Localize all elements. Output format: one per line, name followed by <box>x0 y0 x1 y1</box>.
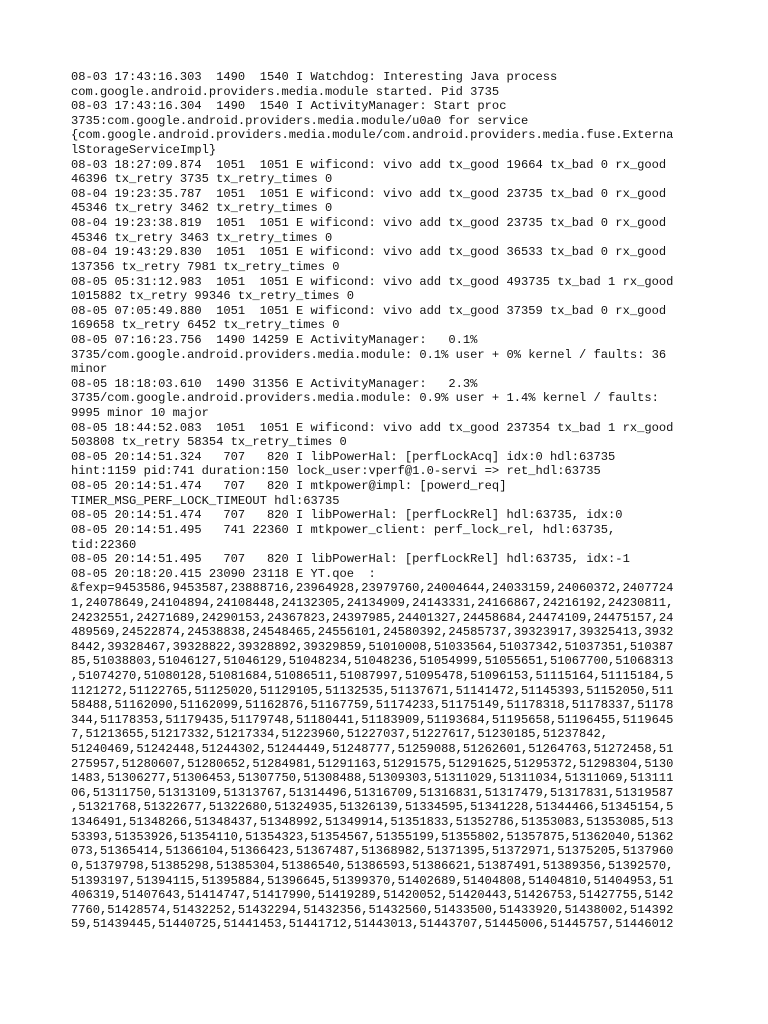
log-line: 406319,51407643,51414747,51417990,51419289,51420052,51420443,51426753,51427755,5142 <box>71 888 674 903</box>
log-line: hint:1159 pid:741 duration:150 lock_user:vperf@1.0-servi => ret_hdl:63735 <box>71 464 601 479</box>
log-line: 137356 tx_retry 7981 tx_retry_times 0 <box>71 259 340 274</box>
log-line: com.google.android.providers.media.module started. Pid 3735 <box>71 84 500 99</box>
log-line: 08-05 18:18:03.610 1490 31356 E ActivityManager: 2.3% <box>71 376 478 391</box>
log-line: 46396 tx_retry 3735 tx_retry_times 0 <box>71 172 333 187</box>
log-line: 08-05 07:16:23.756 1490 14259 E ActivityManager: 0.1% <box>71 332 478 347</box>
log-document <box>71 70 703 932</box>
log-line: 1121272,51122765,51125020,51129105,51132535,51137671,51141472,51145393,51152050,511 <box>71 683 674 698</box>
log-line: 08-04 19:23:38.819 1051 1051 E wificond: vivo add tx_good 23735 tx_bad 0 rx_good <box>71 216 667 231</box>
log-line: 08-05 20:14:51.495 707 820 I libPowerHal: [perfLockRel] hdl:63735, idx:-1 <box>71 552 630 567</box>
log-line: 24232551,24271689,24290153,24367823,24397985,24401327,24458684,24474109,24475157,24 <box>71 610 674 625</box>
log-line: 85,51038803,51046127,51046129,51048234,51048236,51054999,51055651,51067700,51068313 <box>71 654 674 669</box>
log-line: 45346 tx_retry 3463 tx_retry_times 0 <box>71 230 333 245</box>
log-line: minor <box>71 362 108 377</box>
log-line: tid:22360 <box>71 537 137 552</box>
log-line: 503808 tx_retry 58354 tx_retry_times 0 <box>71 435 347 450</box>
log-line: 7760,51428574,51432252,51432294,51432356,51432560,51433500,51433920,51438002,514392 <box>71 902 674 917</box>
log-line: 3735/com.google.android.providers.media.module: 0.9% user + 1.4% kernel / faults: <box>71 391 659 406</box>
log-line: 06,51311750,51313109,51313767,51314496,51316709,51316831,51317479,51317831,51319587 <box>71 785 674 800</box>
log-line: 1483,51306277,51306453,51307750,51308488,51309303,51311029,51311034,51311069,513111 <box>71 771 674 786</box>
log-line: 8442,39328467,39328822,39328892,39329859,51010008,51033564,51037342,51037351,510387 <box>71 639 674 654</box>
log-line: 08-05 20:14:51.474 707 820 I libPowerHal: [perfLockRel] hdl:63735, idx:0 <box>71 508 623 523</box>
log-line: 3735:com.google.android.providers.media.module/u0a0 for service <box>71 113 529 128</box>
log-line: 53393,51353926,51354110,51354323,51354567,51355199,51355802,51357875,51362040,51362 <box>71 829 674 844</box>
log-line: 08-05 18:44:52.083 1051 1051 E wificond: vivo add tx_good 237354 tx_bad 1 rx_good <box>71 420 674 435</box>
log-line: 51240469,51242448,51244302,51244449,51248777,51259088,51262601,51264763,51272458,51 <box>71 742 674 757</box>
log-line: 08-05 20:14:51.324 707 820 I libPowerHal: [perfLockAcq] idx:0 hdl:63735 <box>71 449 616 464</box>
log-line: 0,51379798,51385298,51385304,51386540,51386593,51386621,51387491,51389356,51392570, <box>71 858 674 873</box>
log-line: &fexp=9453586,9453587,23888716,23964928,23979760,24004644,24033159,24060372,2407724 <box>71 581 674 596</box>
log-line: ,51321768,51322677,51322680,51324935,51326139,51334595,51341228,51344466,51345154,5 <box>71 800 674 815</box>
log-line: 08-05 20:18:20.415 23090 23118 E YT.qoe : <box>71 566 376 581</box>
log-line: 275957,51280607,51280652,51284981,51291163,51291575,51291625,51295372,51298304,5130 <box>71 756 674 771</box>
log-line: 344,51178353,51179435,51179748,51180441,51183909,51193684,51195658,51196455,5119645 <box>71 712 674 727</box>
log-line: 08-04 19:23:35.787 1051 1051 E wificond: vivo add tx_good 23735 tx_bad 0 rx_good <box>71 186 667 201</box>
log-line: 7,51213655,51217332,51217334,51223960,51227037,51227617,51230185,51237842, <box>71 727 609 742</box>
log-line: ,51074270,51080128,51081684,51086511,51087997,51095478,51096153,51115164,51115184,5 <box>71 668 674 683</box>
log-line: 08-05 05:31:12.983 1051 1051 E wificond: vivo add tx_good 493735 tx_bad 1 rx_good <box>71 274 674 289</box>
log-line: 08-05 20:14:51.495 741 22360 I mtkpower_client: perf_lock_rel, hdl:63735, <box>71 522 616 537</box>
log-line: 08-03 18:27:09.874 1051 1051 E wificond: vivo add tx_good 19664 tx_bad 0 rx_good <box>71 157 667 172</box>
log-line: lStorageServiceImpl} <box>71 143 217 158</box>
log-line: 08-05 07:05:49.880 1051 1051 E wificond: vivo add tx_good 37359 tx_bad 0 rx_good <box>71 303 667 318</box>
log-line: 9995 minor 10 major <box>71 406 209 421</box>
log-line: 08-03 17:43:16.303 1490 1540 I Watchdog: Interesting Java process <box>71 70 558 84</box>
log-line: 3735/com.google.android.providers.media.module: 0.1% user + 0% kernel / faults: 36 <box>71 347 667 362</box>
log-line: 08-05 20:14:51.474 707 820 I mtkpower@impl: [powerd_req] <box>71 479 507 494</box>
log-line: TIMER_MSG_PERF_LOCK_TIMEOUT hdl:63735 <box>71 493 340 508</box>
log-line: 1,24078649,24104894,24108448,24132305,24134909,24143331,24166867,24216192,24230811, <box>71 595 674 610</box>
log-line: 489569,24522874,24538838,24548465,24556101,24580392,24585737,39323917,39325413,3932 <box>71 625 674 640</box>
log-line: 59,51439445,51440725,51441453,51441712,51443013,51443707,51445006,51445757,51446012 <box>71 917 674 932</box>
log-line: 1015882 tx_retry 99346 tx_retry_times 0 <box>71 289 355 304</box>
log-line: 08-03 17:43:16.304 1490 1540 I ActivityManager: Start proc <box>71 99 507 114</box>
log-line: 1346491,51348266,51348437,51348992,51349914,51351833,51352786,51353083,51353085,513 <box>71 815 674 830</box>
log-line: 169658 tx_retry 6452 tx_retry_times 0 <box>71 318 340 333</box>
log-line: {com.google.android.providers.media.module/com.android.providers.media.fuse.Externa <box>71 128 674 143</box>
log-line: 08-04 19:43:29.830 1051 1051 E wificond: vivo add tx_good 36533 tx_bad 0 rx_good <box>71 245 667 260</box>
log-line: 073,51365414,51366104,51366423,51367487,51368982,51371395,51372971,51375205,5137960 <box>71 844 674 859</box>
log-line: 51393197,51394115,51395884,51396645,51399370,51402689,51404808,51404810,51404953,51 <box>71 873 674 888</box>
log-line: 45346 tx_retry 3462 tx_retry_times 0 <box>71 201 333 216</box>
log-line: 58488,51162090,51162099,51162876,51167759,51174233,51175149,51178318,51178337,51178 <box>71 698 674 713</box>
